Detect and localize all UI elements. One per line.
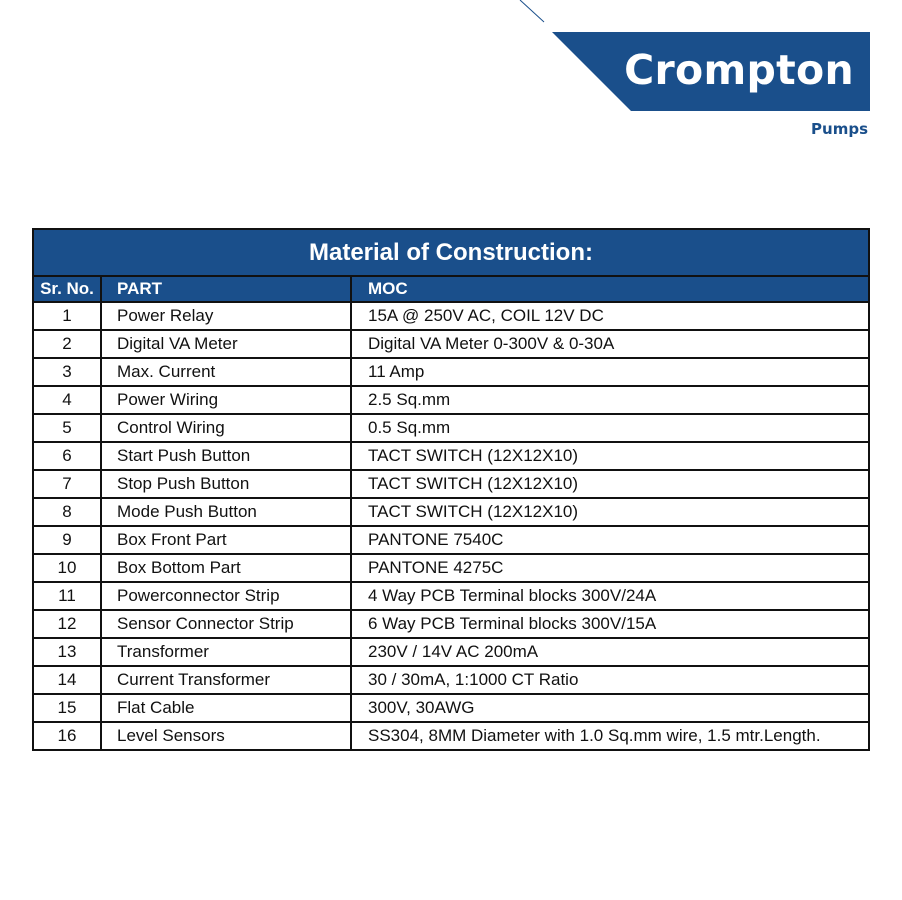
- column-header-sr-no: Sr. No.: [33, 276, 101, 302]
- table-row: [33, 638, 869, 666]
- table-row: [33, 498, 869, 526]
- table-row: [33, 722, 869, 750]
- part-cell: Current Transformer: [101, 666, 351, 694]
- sr-no-cell: 3: [33, 358, 101, 386]
- moc-table: [32, 228, 870, 751]
- table-row: [33, 358, 869, 386]
- part-cell: Level Sensors: [101, 722, 351, 750]
- moc-cell: TACT SWITCH (12X12X10): [351, 442, 869, 470]
- sr-no-cell: 14: [33, 666, 101, 694]
- table-row: [33, 666, 869, 694]
- brand-subtitle: Pumps: [811, 120, 868, 138]
- table-title: Material of Construction:: [33, 229, 869, 276]
- moc-cell: Digital VA Meter 0-300V & 0-30A: [351, 330, 869, 358]
- moc-cell: TACT SWITCH (12X12X10): [351, 470, 869, 498]
- sr-no-cell: 11: [33, 582, 101, 610]
- moc-cell: SS304, 8MM Diameter with 1.0 Sq.mm wire, 1.5 mtr.Length.: [351, 722, 869, 750]
- part-cell: Max. Current: [101, 358, 351, 386]
- table-row: [33, 694, 869, 722]
- moc-cell: 230V / 14V AC 200mA: [351, 638, 869, 666]
- part-cell: Mode Push Button: [101, 498, 351, 526]
- sr-no-cell: 15: [33, 694, 101, 722]
- brand-logo: [552, 32, 870, 111]
- brand-name: Crompton: [624, 46, 854, 94]
- table-row: [33, 526, 869, 554]
- column-header-moc: MOC: [351, 276, 869, 302]
- part-cell: Control Wiring: [101, 414, 351, 442]
- sr-no-cell: 5: [33, 414, 101, 442]
- table-row: [33, 442, 869, 470]
- table-row: [33, 470, 869, 498]
- column-header-part: PART: [101, 276, 351, 302]
- moc-cell: 11 Amp: [351, 358, 869, 386]
- sr-no-cell: 2: [33, 330, 101, 358]
- sr-no-cell: 1: [33, 302, 101, 330]
- moc-cell: PANTONE 7540C: [351, 526, 869, 554]
- sr-no-cell: 9: [33, 526, 101, 554]
- sr-no-cell: 10: [33, 554, 101, 582]
- moc-cell: 300V, 30AWG: [351, 694, 869, 722]
- part-cell: Sensor Connector Strip: [101, 610, 351, 638]
- sr-no-cell: 12: [33, 610, 101, 638]
- table-row: [33, 302, 869, 330]
- sr-no-cell: 16: [33, 722, 101, 750]
- moc-cell: 4 Way PCB Terminal blocks 300V/24A: [351, 582, 869, 610]
- table-row: [33, 386, 869, 414]
- part-cell: Flat Cable: [101, 694, 351, 722]
- part-cell: Power Wiring: [101, 386, 351, 414]
- moc-cell: PANTONE 4275C: [351, 554, 869, 582]
- part-cell: Powerconnector Strip: [101, 582, 351, 610]
- part-cell: Power Relay: [101, 302, 351, 330]
- moc-cell: 15A @ 250V AC, COIL 12V DC: [351, 302, 869, 330]
- moc-cell: 2.5 Sq.mm: [351, 386, 869, 414]
- sr-no-cell: 8: [33, 498, 101, 526]
- table-row: [33, 330, 869, 358]
- sr-no-cell: 13: [33, 638, 101, 666]
- moc-cell: 0.5 Sq.mm: [351, 414, 869, 442]
- part-cell: Box Front Part: [101, 526, 351, 554]
- table-row: [33, 414, 869, 442]
- sr-no-cell: 4: [33, 386, 101, 414]
- sr-no-cell: 7: [33, 470, 101, 498]
- moc-cell: 6 Way PCB Terminal blocks 300V/15A: [351, 610, 869, 638]
- table-row: [33, 582, 869, 610]
- table-header-row: [33, 276, 869, 302]
- table-row: [33, 610, 869, 638]
- part-cell: Transformer: [101, 638, 351, 666]
- part-cell: Box Bottom Part: [101, 554, 351, 582]
- sr-no-cell: 6: [33, 442, 101, 470]
- moc-cell: TACT SWITCH (12X12X10): [351, 498, 869, 526]
- table-body: [33, 302, 869, 750]
- part-cell: Digital VA Meter: [101, 330, 351, 358]
- table-row: [33, 554, 869, 582]
- part-cell: Start Push Button: [101, 442, 351, 470]
- moc-cell: 30 / 30mA, 1:1000 CT Ratio: [351, 666, 869, 694]
- part-cell: Stop Push Button: [101, 470, 351, 498]
